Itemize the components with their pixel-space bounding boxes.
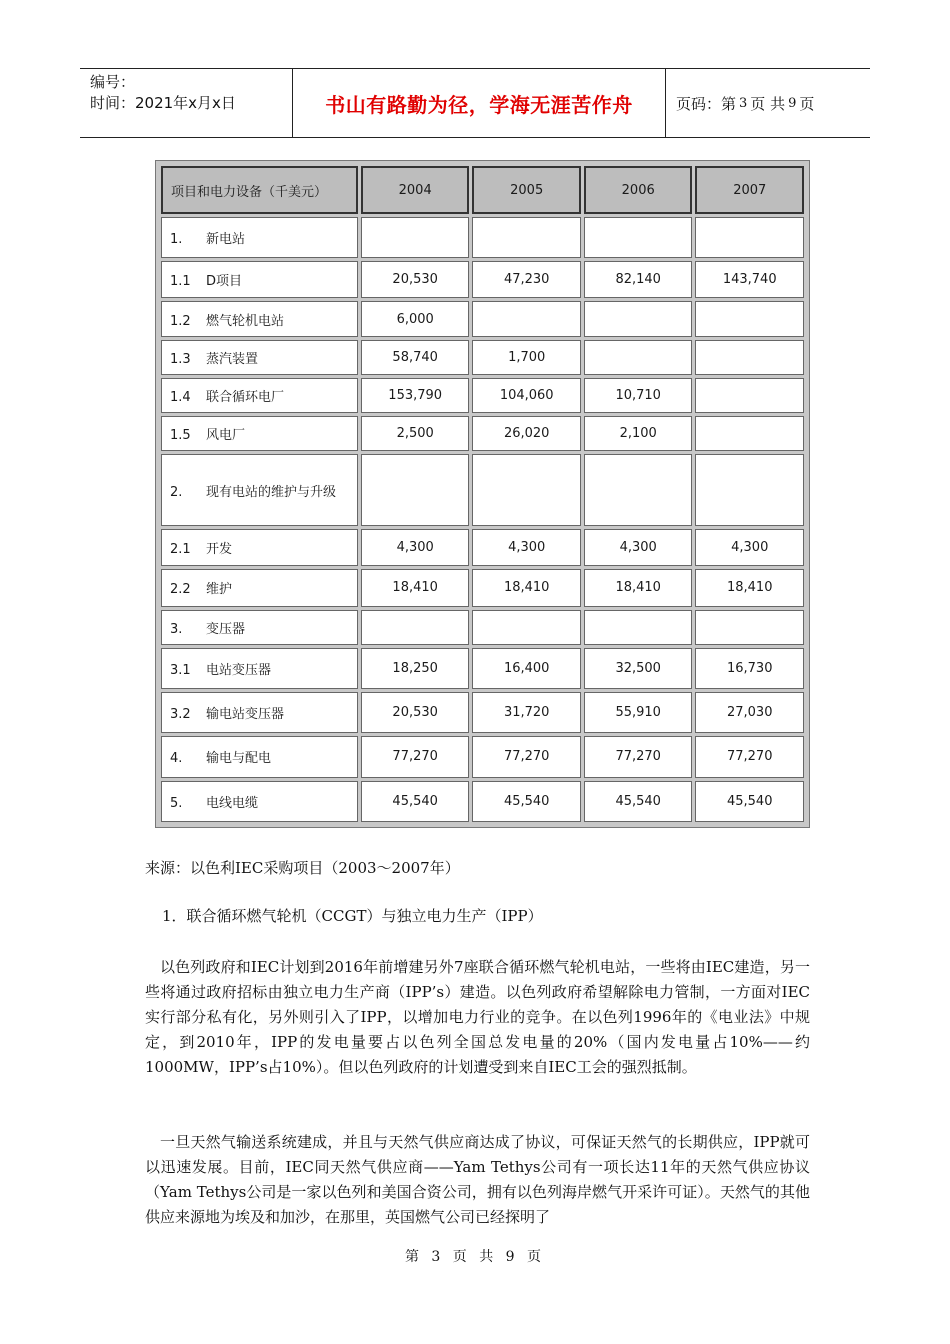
- table-row: [161, 301, 804, 336]
- row-number: 2.: [170, 484, 183, 500]
- table-row: [161, 261, 804, 298]
- row-label: [161, 301, 358, 336]
- cell-value: [584, 301, 693, 336]
- row-label: [161, 692, 358, 733]
- cell-value: 55,910: [584, 692, 693, 733]
- row-number: 1.1: [170, 274, 191, 290]
- cell-value: [584, 340, 693, 375]
- cell-value: 18,410: [361, 569, 470, 606]
- row-label: [161, 529, 358, 566]
- row-label: [161, 454, 358, 526]
- page-total: 9: [788, 95, 797, 111]
- section-title: 1．联合循环燃气轮机（CCGT）与独立电力生产（IPP）: [162, 907, 543, 925]
- cell-value: 18,250: [361, 648, 470, 689]
- cell-value: 104,060: [472, 378, 581, 413]
- cell-value: [361, 610, 470, 645]
- cell-value: [361, 454, 470, 526]
- cell-value: [584, 610, 693, 645]
- row-name: 蒸汽装置: [206, 351, 259, 367]
- table-row: [161, 454, 804, 526]
- header-year: 2007: [695, 166, 804, 214]
- table-row: [161, 529, 804, 566]
- row-name: 电线电缆: [206, 795, 259, 811]
- cell-value: 4,300: [361, 529, 470, 566]
- procurement-table: [158, 163, 807, 825]
- page-prefix: 页码：第: [676, 94, 737, 113]
- header-meta: [80, 69, 293, 137]
- cell-value: 16,730: [695, 648, 804, 689]
- cell-value: 16,400: [472, 648, 581, 689]
- header-page-info: [666, 69, 870, 137]
- cell-value: 2,500: [361, 416, 470, 451]
- row-number: 3.2: [170, 707, 191, 723]
- cell-value: 31,720: [472, 692, 581, 733]
- row-number: 3.1: [170, 662, 191, 678]
- row-name: 燃气轮机电站: [206, 313, 285, 329]
- cell-value: 18,410: [584, 569, 693, 606]
- row-number: 1.4: [170, 389, 191, 405]
- cell-value: 153,790: [361, 378, 470, 413]
- cell-value: 77,270: [584, 736, 693, 777]
- row-name: 变压器: [206, 621, 246, 637]
- cell-value: [584, 217, 693, 258]
- row-name: 现有电站的维护与升级: [206, 484, 337, 500]
- cell-value: 45,540: [695, 781, 804, 822]
- cell-value: 26,020: [472, 416, 581, 451]
- cell-value: 58,740: [361, 340, 470, 375]
- table-row: [161, 340, 804, 375]
- code-label: 编号：: [90, 73, 136, 91]
- row-label: [161, 648, 358, 689]
- cell-value: [695, 454, 804, 526]
- cell-value: 143,740: [695, 261, 804, 298]
- row-name: 维护: [206, 582, 233, 598]
- table-row: [161, 217, 804, 258]
- row-number: 1.: [170, 232, 183, 248]
- row-name: 开发: [206, 542, 233, 558]
- page-number: 3: [739, 95, 748, 111]
- paragraph: 以色列政府和IEC计划到2016年前增建另外7座联合循环燃气轮机电站，一些将由IEC建造，另一些将通过政府招标由独立电力生产商（IPP’s）建造。以色列政府希望解除电力管制，一方面对IEC实行部分私有化，另外则引入了IPP，以增加电力行业的竞争。在以色列1996年的《电业法》中规定，到2010年，IPP的发电量要占以色列全国总发电量的20%（国内发电量占10%——约1000MW，IPP’s占10%）。但以色列政府的计划遭受到来自IEC工会的强烈抵制。: [145, 958, 810, 1076]
- cell-value: 77,270: [361, 736, 470, 777]
- table-row: [161, 416, 804, 451]
- row-name: 输电站变压器: [206, 707, 285, 723]
- table-row: [161, 610, 804, 645]
- cell-value: [695, 340, 804, 375]
- row-number: 2.1: [170, 542, 191, 558]
- cell-value: [472, 217, 581, 258]
- cell-value: 45,540: [361, 781, 470, 822]
- cell-value: 4,300: [695, 529, 804, 566]
- table-row: [161, 736, 804, 777]
- paragraph: 一旦天然气输送系统建成，并且与天然气供应商达成了协议，可保证天然气的长期供应，IPP就可以迅速发展。目前，IEC同天然气供应商——Yam Tethys公司有一项长达11年的天然气供应协议（Yam Tethys公司是一家以色列和美国合资公司，拥有以色列海岸燃气开采许可证）。天然气的其他供应来源地为埃及和加沙，在那里，英国燃气公司已经探明了: [145, 1133, 810, 1226]
- time-label: 时间：2021年x月x日: [90, 94, 236, 112]
- row-name: 风电厂: [206, 427, 246, 443]
- row-label: [161, 416, 358, 451]
- table-row: [161, 378, 804, 413]
- cell-value: 45,540: [472, 781, 581, 822]
- cell-value: 45,540: [584, 781, 693, 822]
- cell-value: [584, 454, 693, 526]
- row-number: 5.: [170, 795, 183, 811]
- row-name: D项目: [206, 274, 243, 290]
- page-suffix: 页: [799, 94, 815, 113]
- cell-value: 77,270: [472, 736, 581, 777]
- cell-value: 77,270: [695, 736, 804, 777]
- procurement-table-frame: [155, 160, 810, 828]
- row-number: 4.: [170, 751, 183, 767]
- table-row: [161, 569, 804, 606]
- cell-value: 4,300: [584, 529, 693, 566]
- cell-value: 32,500: [584, 648, 693, 689]
- table-row: [161, 648, 804, 689]
- row-number: 1.5: [170, 427, 191, 443]
- page-mid: 页 共: [750, 94, 786, 113]
- cell-value: [695, 217, 804, 258]
- cell-value: 6,000: [361, 301, 470, 336]
- cell-value: [472, 454, 581, 526]
- header-year: 2005: [472, 166, 581, 214]
- cell-value: [472, 301, 581, 336]
- row-label: [161, 378, 358, 413]
- cell-value: [361, 217, 470, 258]
- cell-value: 18,410: [472, 569, 581, 606]
- cell-value: 1,700: [472, 340, 581, 375]
- table-source: 来源：以色利IEC采购项目（2003～2007年）: [145, 859, 460, 877]
- row-label: [161, 261, 358, 298]
- table-header-row: [161, 166, 804, 214]
- cell-value: 10,710: [584, 378, 693, 413]
- row-label: [161, 610, 358, 645]
- row-label: [161, 217, 358, 258]
- page-header: [80, 68, 870, 138]
- row-name: 新电站: [206, 232, 246, 248]
- row-name: 联合循环电厂: [206, 389, 285, 405]
- cell-value: 47,230: [472, 261, 581, 298]
- cell-value: 20,530: [361, 261, 470, 298]
- row-label: [161, 569, 358, 606]
- row-label: [161, 736, 358, 777]
- header-year: 2004: [361, 166, 470, 214]
- cell-value: 4,300: [472, 529, 581, 566]
- row-name: 电站变压器: [206, 662, 272, 678]
- header-year: 2006: [584, 166, 693, 214]
- row-number: 1.2: [170, 313, 191, 329]
- header-label: 项目和电力设备（千美元）: [161, 166, 358, 214]
- row-number: 2.2: [170, 582, 191, 598]
- row-number: 1.3: [170, 351, 191, 367]
- cell-value: [695, 378, 804, 413]
- cell-value: 2,100: [584, 416, 693, 451]
- page-footer: 第 3 页 共 9 页: [404, 1249, 546, 1265]
- cell-value: [695, 301, 804, 336]
- table-row: [161, 781, 804, 822]
- cell-value: [695, 610, 804, 645]
- row-label: [161, 781, 358, 822]
- header-motto: 书山有路勤为径，学海无涯苦作舟: [293, 69, 666, 137]
- cell-value: 82,140: [584, 261, 693, 298]
- table-row: [161, 692, 804, 733]
- cell-value: 27,030: [695, 692, 804, 733]
- row-label: [161, 340, 358, 375]
- cell-value: [695, 416, 804, 451]
- cell-value: [472, 610, 581, 645]
- cell-value: 20,530: [361, 692, 470, 733]
- cell-value: 18,410: [695, 569, 804, 606]
- row-number: 3.: [170, 621, 183, 637]
- row-name: 输电与配电: [206, 751, 272, 767]
